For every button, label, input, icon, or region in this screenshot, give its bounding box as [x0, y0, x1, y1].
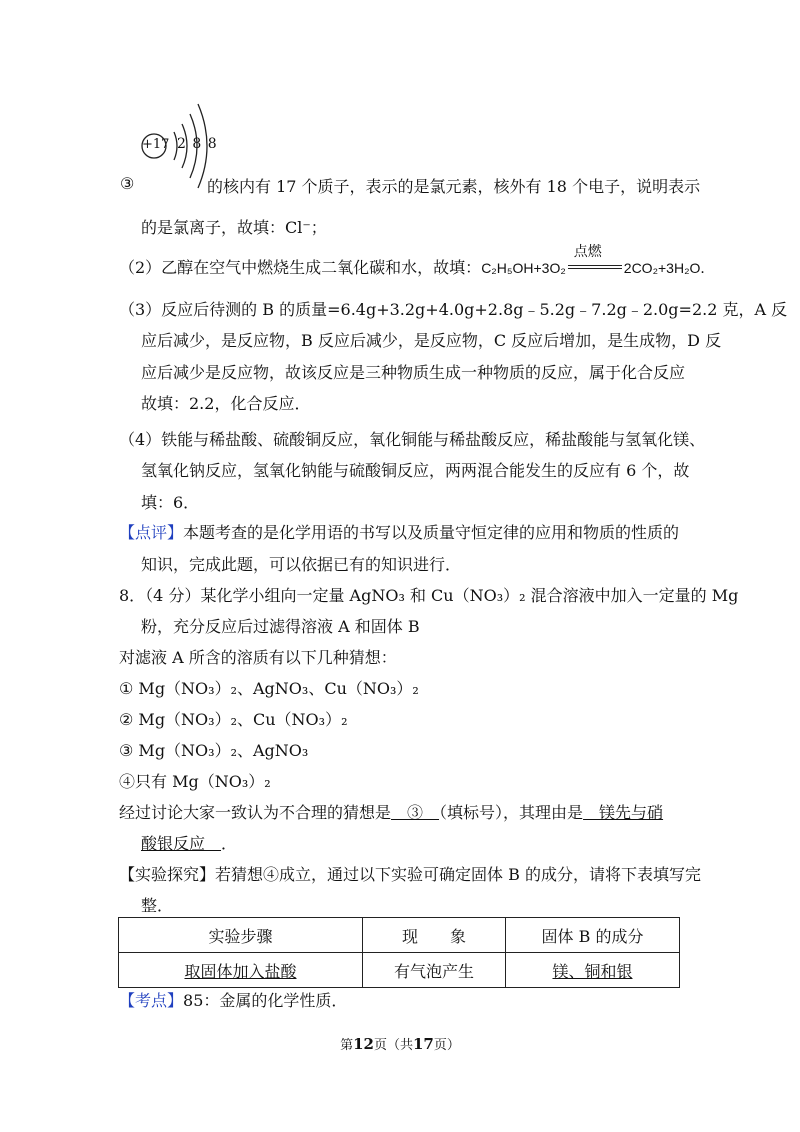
q8-line2: 粉，充分反应后过滤得溶液 A 和固体 B	[141, 617, 420, 636]
discussion-line1	[119, 800, 663, 823]
p2-products: 2CO₂+3H₂O．	[623, 260, 715, 276]
guess-4: ④只有 Mg（NO₃）₂	[119, 772, 271, 791]
discussion-end: ．	[221, 834, 238, 853]
explore-line2: 整．	[141, 896, 174, 915]
q8-line1: 8．（4 分）某化学小组向一定量 AgNO₃ 和 Cu（NO₃）₂ 混合溶液中加入一定量的 Mg	[119, 586, 739, 605]
p3-line3: 应后减少是反应物，故该反应是三种物质生成一种物质的反应，属于化合反应	[141, 363, 686, 382]
equals-line-2	[568, 268, 622, 269]
cell-composition	[506, 953, 680, 988]
comment-tag: 【点评】	[119, 523, 184, 542]
cell-step	[119, 953, 363, 988]
footer-page: 12	[353, 1035, 374, 1053]
reason-part-b: 酸银反应	[141, 834, 222, 853]
p2-prefix: （2）乙醇在空气中燃烧生成二氧化碳和水，故填：	[119, 258, 482, 277]
comment-line2: 知识，完成此题，可以依据已有的知识进行．	[141, 555, 462, 574]
p2-reactants: C₂H₅OH+3O₂	[481, 260, 566, 276]
p2-text	[119, 244, 715, 278]
comment-line1	[119, 520, 679, 543]
experiment-table	[118, 917, 680, 988]
kaodian-text: 85：金属的化学性质．	[183, 991, 348, 1010]
kaodian-tag: 【考点】	[119, 991, 184, 1010]
answer-guess: ③	[391, 803, 440, 822]
reason-part-a: 镁先与硝	[583, 803, 664, 822]
cell-step-text: 取固体加入盐酸	[184, 961, 297, 981]
footer-total: 17	[413, 1035, 434, 1053]
p1-line2: 的是氯离子，故填：Cl⁻；	[141, 218, 327, 237]
discussion-line2	[141, 831, 237, 854]
guess-2: ② Mg（NO₃）₂、Cu（NO₃）₂	[119, 710, 348, 729]
discussion-text-b: （填标号），其理由是	[439, 803, 584, 822]
condition-label: 点燃	[573, 244, 602, 260]
p1-line1: 的核内有 17 个质子，表示的是氯元素，核外有 18 个电子，说明表示	[207, 177, 701, 196]
cell-phenomenon: 有气泡产生	[363, 953, 506, 988]
p3-line1: （3）反应后待测的 B 的质量=6.4g+3.2g+4.0g+2.8g﹣5.2g﹣7.2g﹣2.0g=2.2 克，A 反	[119, 300, 788, 319]
cell-composition-text: 镁、铜和银	[552, 961, 633, 981]
explore-line1	[119, 862, 701, 885]
footer-mid: 页（共	[373, 1038, 413, 1053]
p3-line2: 应后减少，是反应物，B 反应后减少，是反应物，C 反应后增加，是生成物，D 反	[141, 331, 722, 350]
equals-line	[568, 265, 622, 266]
page-footer	[0, 1034, 800, 1053]
p3-line4: 故填：2.2，化合反应．	[141, 394, 311, 413]
footer-pre: 第	[340, 1038, 354, 1053]
footer-post: 页）	[433, 1038, 460, 1053]
discussion-text-a: 经过讨论大家一致认为不合理的猜想是	[119, 803, 392, 822]
kaodian-line	[119, 988, 347, 1011]
header-composition: 固体 B 的成分	[506, 918, 680, 953]
p4-line3: 填：6．	[141, 493, 200, 512]
table-header-row	[119, 918, 680, 953]
guess-1: ① Mg（NO₃）₂、AgNO₃、Cu（NO₃）₂	[119, 679, 419, 698]
comment-text: 本题考查的是化学用语的书写以及质量守恒定律的应用和物质的性质的	[183, 523, 680, 542]
electron-shells: 2 8 8	[177, 136, 218, 152]
explore-text: 若猜想④成立，通过以下实验可确定固体 B 的成分，请将下表填写完	[215, 865, 701, 884]
table-row	[119, 953, 680, 988]
p4-line1: （4）铁能与稀盐酸、硫酸铜反应，氧化铜能与稀盐酸反应，稀盐酸能与氢氧化镁、	[119, 430, 706, 449]
p4-line2: 氢氧化钠反应，氢氧化钠能与硫酸铜反应，两两混合能发生的反应有 6 个，故	[141, 461, 690, 480]
q8-intro: 对滤液 A 所含的溶质有以下几种猜想：	[119, 648, 397, 667]
nucleus-charge: +17	[142, 137, 170, 152]
marker-3: ③	[120, 174, 135, 193]
header-steps: 实验步骤	[119, 918, 363, 953]
explore-tag: 【实验探究】	[119, 865, 216, 884]
guess-3: ③ Mg（NO₃）₂、AgNO₃	[119, 741, 309, 760]
header-phenomenon: 现 象	[363, 918, 506, 953]
